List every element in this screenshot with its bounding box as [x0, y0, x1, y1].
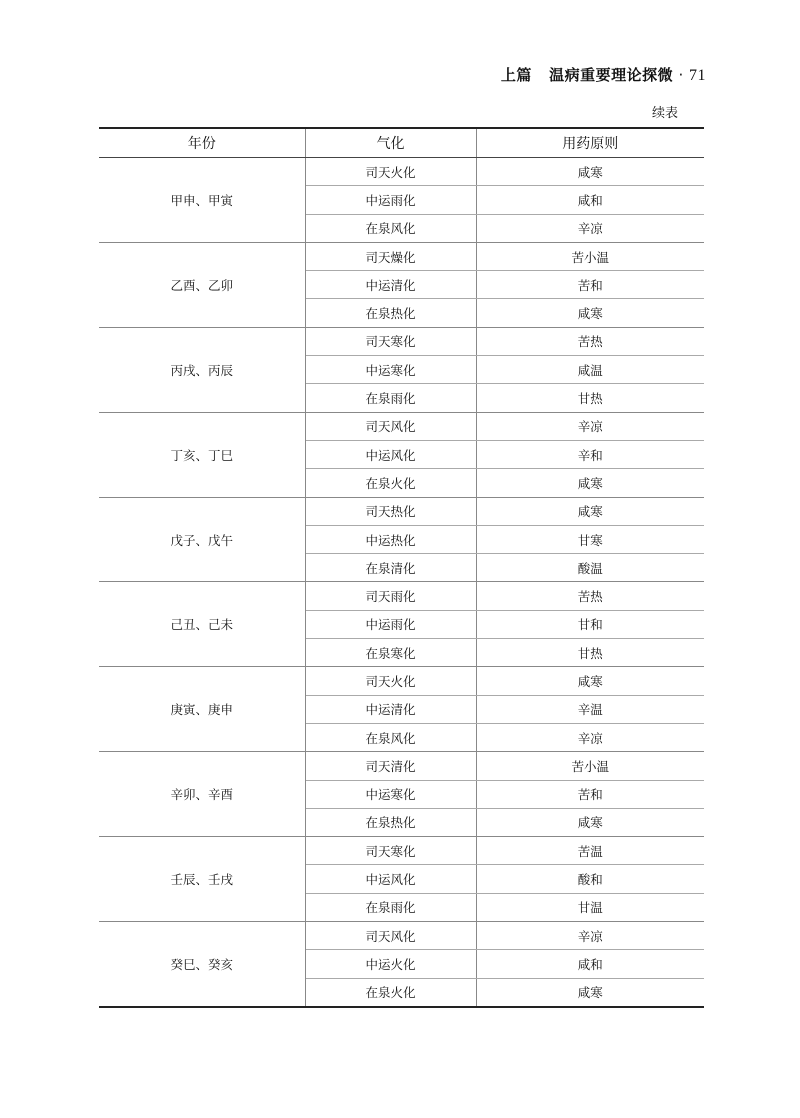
table-header-row	[99, 128, 704, 158]
table-row	[99, 412, 704, 440]
qi-cell: 在泉热化	[305, 808, 476, 836]
rule-cell: 酸温	[476, 554, 704, 582]
rule-cell: 辛凉	[476, 723, 704, 751]
table-row	[99, 752, 704, 780]
rule-cell: 辛凉	[476, 214, 704, 242]
rule-cell: 咸和	[476, 950, 704, 978]
year-cell: 丙戌、丙辰	[99, 327, 305, 412]
qi-cell: 在泉火化	[305, 978, 476, 1007]
table-row	[99, 327, 704, 355]
table-row	[99, 582, 704, 610]
table-row	[99, 158, 704, 186]
rule-cell: 咸寒	[476, 469, 704, 497]
rule-cell: 苦小温	[476, 242, 704, 270]
qi-cell: 司天火化	[305, 158, 476, 186]
rule-cell: 苦热	[476, 582, 704, 610]
page-number: 71	[689, 67, 706, 84]
rule-cell: 咸寒	[476, 158, 704, 186]
rule-cell: 苦和	[476, 780, 704, 808]
qi-cell: 中运热化	[305, 525, 476, 553]
qi-cell: 司天寒化	[305, 327, 476, 355]
continued-label: 续表	[651, 106, 678, 121]
rule-cell: 苦和	[476, 271, 704, 299]
qi-cell: 司天清化	[305, 752, 476, 780]
qi-cell: 中运清化	[305, 271, 476, 299]
qi-cell: 在泉风化	[305, 723, 476, 751]
rule-cell: 咸寒	[476, 667, 704, 695]
table-row	[99, 667, 704, 695]
rule-cell: 辛凉	[476, 412, 704, 440]
qi-cell: 在泉寒化	[305, 639, 476, 667]
column-header-rule: 用药原则	[476, 128, 704, 158]
rule-cell: 咸寒	[476, 497, 704, 525]
rule-cell: 甘热	[476, 639, 704, 667]
header-part: 上篇	[500, 66, 532, 84]
year-cell: 乙酉、乙卯	[99, 242, 305, 327]
table-row	[99, 922, 704, 950]
year-cell: 戊子、戊午	[99, 497, 305, 582]
qi-cell: 在泉雨化	[305, 384, 476, 412]
year-cell: 壬辰、壬戌	[99, 837, 305, 922]
qi-cell: 司天风化	[305, 922, 476, 950]
qi-cell: 中运寒化	[305, 780, 476, 808]
year-cell: 丁亥、丁巳	[99, 412, 305, 497]
rule-cell: 酸和	[476, 865, 704, 893]
qi-cell: 在泉热化	[305, 299, 476, 327]
table-body	[99, 158, 704, 1007]
qi-cell: 在泉风化	[305, 214, 476, 242]
rule-cell: 甘寒	[476, 525, 704, 553]
rule-cell: 辛和	[476, 440, 704, 468]
rule-cell: 咸温	[476, 356, 704, 384]
qi-cell: 中运雨化	[305, 186, 476, 214]
rule-cell: 咸寒	[476, 978, 704, 1007]
column-header-qi: 气化	[305, 128, 476, 158]
qi-cell: 司天雨化	[305, 582, 476, 610]
rule-cell: 甘热	[476, 384, 704, 412]
rule-cell: 辛凉	[476, 922, 704, 950]
qi-cell: 司天燥化	[305, 242, 476, 270]
qi-cell: 司天寒化	[305, 837, 476, 865]
rule-cell: 咸寒	[476, 299, 704, 327]
table-row	[99, 497, 704, 525]
table-row	[99, 242, 704, 270]
year-cell: 庚寅、庚申	[99, 667, 305, 752]
qi-cell: 中运风化	[305, 865, 476, 893]
qi-cell: 司天风化	[305, 412, 476, 440]
qi-cell: 司天火化	[305, 667, 476, 695]
rule-cell: 甘和	[476, 610, 704, 638]
qi-cell: 中运清化	[305, 695, 476, 723]
column-header-year: 年份	[99, 128, 305, 158]
qi-transformation-table	[99, 127, 704, 1008]
qi-cell: 在泉火化	[305, 469, 476, 497]
qi-cell: 中运风化	[305, 440, 476, 468]
header-title: 温病重要理论探微	[549, 66, 674, 84]
qi-cell: 中运寒化	[305, 356, 476, 384]
qi-cell: 在泉清化	[305, 554, 476, 582]
qi-cell: 在泉雨化	[305, 893, 476, 921]
rule-cell: 咸和	[476, 186, 704, 214]
qi-cell: 司天热化	[305, 497, 476, 525]
rule-cell: 咸寒	[476, 808, 704, 836]
rule-cell: 辛温	[476, 695, 704, 723]
year-cell: 己丑、己未	[99, 582, 305, 667]
year-cell: 辛卯、辛酉	[99, 752, 305, 837]
rule-cell: 甘温	[476, 893, 704, 921]
qi-cell: 中运火化	[305, 950, 476, 978]
rule-cell: 苦热	[476, 327, 704, 355]
header-separator: ·	[678, 66, 684, 84]
year-cell: 甲申、甲寅	[99, 158, 305, 243]
year-cell: 癸巳、癸亥	[99, 922, 305, 1007]
table-row	[99, 837, 704, 865]
running-header	[501, 64, 706, 85]
qi-cell: 中运雨化	[305, 610, 476, 638]
rule-cell: 苦温	[476, 837, 704, 865]
rule-cell: 苦小温	[476, 752, 704, 780]
